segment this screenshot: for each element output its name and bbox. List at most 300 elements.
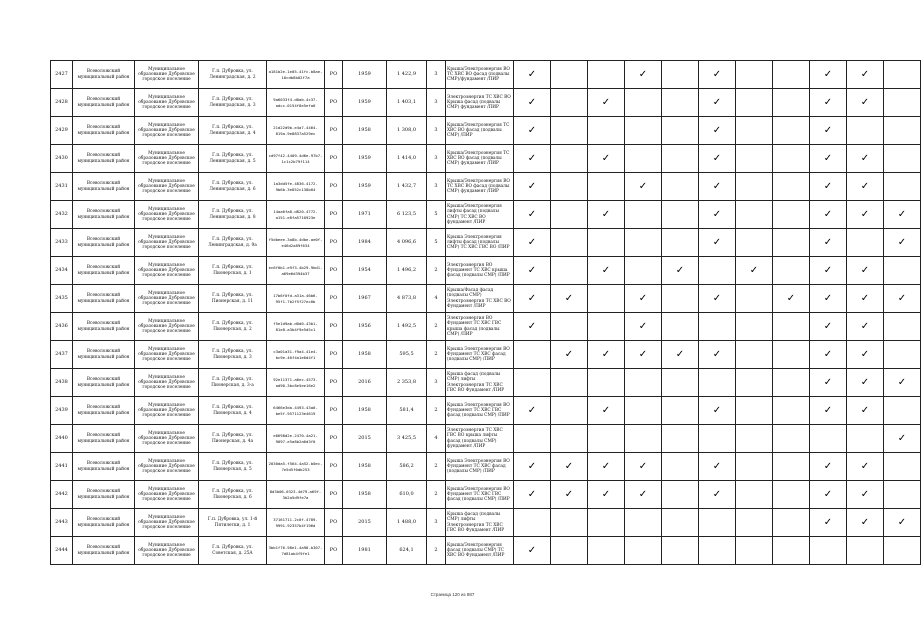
check-cell <box>662 229 699 257</box>
checkmark-icon: ✓ <box>527 544 537 556</box>
check-cell <box>847 61 884 89</box>
checkmark-icon: ✓ <box>823 236 833 248</box>
district-cell: Всеволожский муниципальный район <box>73 285 135 313</box>
year-cell: 2015 <box>343 509 387 537</box>
checkmark-icon: ✓ <box>860 376 870 388</box>
form-cell: РО <box>325 369 343 397</box>
checkmark-icon: ✓ <box>823 376 833 388</box>
district-cell: Всеволожский муниципальный район <box>73 61 135 89</box>
check-cell <box>625 509 662 537</box>
table-row <box>51 257 921 285</box>
guid-cell: cd97f42-4409-4d6e-97b7-1c1c2b79f114 <box>267 145 325 173</box>
floors-cell: 4 <box>427 285 446 313</box>
works-cell: Крыша/Электроэнергия ТС ХВС ВО фасад (подвалы СМР) /ПИР <box>446 117 514 145</box>
check-cell <box>588 145 625 173</box>
page-footer: Страница 120 из 887 <box>430 592 475 597</box>
works-cell: Электроэнергия ТС ХВС ВО Крыша фасад (подвалы СМР) фундамент /ПИР <box>446 89 514 117</box>
row-number: 2430 <box>51 145 73 173</box>
district-cell: Всеволожский муниципальный район <box>73 425 135 453</box>
checkmark-icon: ✓ <box>712 348 722 360</box>
check-cell <box>736 89 773 117</box>
check-cell <box>699 173 736 201</box>
check-cell <box>514 173 551 201</box>
form-cell: РО <box>325 397 343 425</box>
check-cell <box>810 537 847 565</box>
address-cell: Г.п. Дубровка, ул. Ленинградская, д. 9а <box>199 229 267 257</box>
form-cell: РО <box>325 89 343 117</box>
check-cell <box>884 145 921 173</box>
check-cell <box>773 397 810 425</box>
checkmark-icon: ✓ <box>860 404 870 416</box>
table-row <box>51 173 921 201</box>
checkmark-icon: ✓ <box>564 460 574 472</box>
check-cell <box>662 89 699 117</box>
check-cell <box>736 341 773 369</box>
checkmark-icon: ✓ <box>860 180 870 192</box>
check-cell <box>551 341 588 369</box>
floors-cell: 2 <box>427 397 446 425</box>
checkmark-icon: ✓ <box>897 516 907 528</box>
checkmark-icon: ✓ <box>638 348 648 360</box>
guid-cell: 3bb1f76-98e1-4a98-b307-7d81ab4f9fe1 <box>267 537 325 565</box>
works-cell: Крыша/Электроэнергия ТС ХВС ВО фасад (подвалы СМР) фундамент /ПИР <box>446 145 514 173</box>
checkmark-icon: ✓ <box>675 264 685 276</box>
guid-cell: 6466e3da-4493-43a0-be5f-9571123e4619 <box>267 397 325 425</box>
floors-cell: 3 <box>427 117 446 145</box>
checkmark-icon: ✓ <box>823 124 833 136</box>
year-cell: 1959 <box>343 145 387 173</box>
guid-cell: 14aa6fa8-d820-4772-a151-e8fa5710923e <box>267 201 325 229</box>
district-cell: Всеволожский муниципальный район <box>73 369 135 397</box>
checkmark-icon: ✓ <box>823 208 833 220</box>
table-row <box>51 89 921 117</box>
check-cell <box>847 425 884 453</box>
check-cell <box>736 369 773 397</box>
check-cell <box>699 369 736 397</box>
checkmark-icon: ✓ <box>601 348 611 360</box>
checkmark-icon: ✓ <box>638 292 648 304</box>
check-cell <box>884 425 921 453</box>
table-row <box>51 341 921 369</box>
address-cell: Г.п. Дубровка, ул. Ленинградская, д. 5 <box>199 145 267 173</box>
settlement-cell: Муниципальное образование Дубровское городское поселение <box>135 145 199 173</box>
check-cell <box>699 397 736 425</box>
checkmark-icon: ✓ <box>860 152 870 164</box>
checkmark-icon: ✓ <box>712 488 722 500</box>
address-cell: Г.п. Дубровка, ул. Ленинградская, д. 6 <box>199 173 267 201</box>
checkmark-icon: ✓ <box>638 68 648 80</box>
check-cell <box>847 145 884 173</box>
check-cell <box>551 229 588 257</box>
check-cell <box>736 453 773 481</box>
check-cell <box>514 89 551 117</box>
area-cell: 1 414,0 <box>387 145 427 173</box>
checkmark-icon: ✓ <box>860 68 870 80</box>
checkmark-icon: ✓ <box>712 68 722 80</box>
checkmark-icon: ✓ <box>823 292 833 304</box>
form-cell: РО <box>325 61 343 89</box>
guid-cell: 9a6033f4-d0ab-4c37-adcc-0154f8e5efa0 <box>267 89 325 117</box>
guid-cell: c3a01a31-f9a4-41e4-bc9e-40f4a1e6d4f1 <box>267 341 325 369</box>
check-cell <box>588 173 625 201</box>
checkmark-icon: ✓ <box>527 488 537 500</box>
settlement-cell: Муниципальное образование Дубровское городское поселение <box>135 341 199 369</box>
check-cell <box>884 453 921 481</box>
check-cell <box>514 145 551 173</box>
check-cell <box>625 453 662 481</box>
check-cell <box>551 453 588 481</box>
row-number: 2439 <box>51 397 73 425</box>
check-cell <box>736 257 773 285</box>
row-number: 2438 <box>51 369 73 397</box>
check-cell <box>588 257 625 285</box>
check-cell <box>551 201 588 229</box>
form-cell: РО <box>325 509 343 537</box>
check-cell <box>551 397 588 425</box>
checkmark-icon: ✓ <box>823 68 833 80</box>
check-cell <box>736 145 773 173</box>
year-cell: 1958 <box>343 397 387 425</box>
check-cell <box>551 117 588 145</box>
checkmark-icon: ✓ <box>749 264 759 276</box>
floors-cell: 2 <box>427 257 446 285</box>
address-cell: Г.п. Дубровка, ул. Пионерская, д. 4 <box>199 397 267 425</box>
check-cell <box>662 61 699 89</box>
table-row <box>51 509 921 537</box>
check-cell <box>773 145 810 173</box>
check-cell <box>551 285 588 313</box>
floors-cell: 2 <box>427 313 446 341</box>
check-cell <box>884 481 921 509</box>
check-cell <box>588 369 625 397</box>
check-cell <box>699 453 736 481</box>
check-cell <box>810 285 847 313</box>
year-cell: 1958 <box>343 341 387 369</box>
works-cell: Крыша/Электроэнергия ВО Фундамент ТС ХВС ГВС фасад (подвалы СМР) /ПИР <box>446 481 514 509</box>
year-cell: 2015 <box>343 425 387 453</box>
row-number: 2429 <box>51 117 73 145</box>
checkmark-icon: ✓ <box>712 292 722 304</box>
check-cell <box>514 285 551 313</box>
works-cell: Крыша Электроэнергия ВО Фундамент ТС ХВС фасад (подвалы СМР) /ПИР <box>446 453 514 481</box>
checkmark-icon: ✓ <box>601 404 611 416</box>
check-cell <box>588 453 625 481</box>
settlement-cell: Муниципальное образование Дубровское городское поселение <box>135 201 199 229</box>
check-cell <box>736 537 773 565</box>
row-number: 2444 <box>51 537 73 565</box>
row-number: 2434 <box>51 257 73 285</box>
district-cell: Всеволожский муниципальный район <box>73 341 135 369</box>
check-cell <box>514 341 551 369</box>
check-cell <box>810 201 847 229</box>
check-cell <box>625 285 662 313</box>
checkmark-icon: ✓ <box>860 516 870 528</box>
year-cell: 1956 <box>343 313 387 341</box>
area-cell: 1 403,1 <box>387 89 427 117</box>
check-cell <box>810 453 847 481</box>
check-cell <box>847 117 884 145</box>
form-cell: РО <box>325 453 343 481</box>
checkmark-icon: ✓ <box>823 96 833 108</box>
floors-cell: 2 <box>427 453 446 481</box>
form-cell: РО <box>325 201 343 229</box>
check-cell <box>514 481 551 509</box>
form-cell: РО <box>325 481 343 509</box>
checkmark-icon: ✓ <box>527 320 537 332</box>
year-cell: 1959 <box>343 173 387 201</box>
floors-cell: 2 <box>427 537 446 565</box>
checkmark-icon: ✓ <box>823 404 833 416</box>
form-cell: РО <box>325 145 343 173</box>
check-cell <box>662 481 699 509</box>
check-cell <box>588 117 625 145</box>
check-cell <box>884 537 921 565</box>
check-cell <box>662 313 699 341</box>
check-cell <box>847 509 884 537</box>
works-cell: Электроэнергия ВО Фундамент ТС ХВС крыша фасад (подвалы СМР) /ПИР <box>446 257 514 285</box>
table-body <box>51 61 921 565</box>
guid-cell: 1a3dd5fe-4836-4172-9b6b-3e852c138b04 <box>267 173 325 201</box>
checkmark-icon: ✓ <box>601 264 611 276</box>
checkmark-icon: ✓ <box>527 208 537 220</box>
checkmark-icon: ✓ <box>527 292 537 304</box>
check-cell <box>588 313 625 341</box>
check-cell <box>699 201 736 229</box>
check-cell <box>773 369 810 397</box>
checkmark-icon: ✓ <box>564 292 574 304</box>
table-row <box>51 145 921 173</box>
check-cell <box>514 453 551 481</box>
row-number: 2433 <box>51 229 73 257</box>
floors-cell: 3 <box>427 61 446 89</box>
address-cell: Г.п. Дубровка, ул. Пионерская, д. 5 <box>199 453 267 481</box>
check-cell <box>773 117 810 145</box>
works-cell: Электроэнергия ВО Фундамент ТС ХВС ГВС крыша фасад (подвалы СМР) /ПИР <box>446 313 514 341</box>
check-cell <box>699 285 736 313</box>
district-cell: Всеволожский муниципальный район <box>73 117 135 145</box>
row-number: 2437 <box>51 341 73 369</box>
row-number: 2427 <box>51 61 73 89</box>
check-cell <box>662 397 699 425</box>
check-cell <box>773 173 810 201</box>
year-cell: 1958 <box>343 481 387 509</box>
check-cell <box>588 285 625 313</box>
checkmark-icon: ✓ <box>860 488 870 500</box>
settlement-cell: Муниципальное образование Дубровское городское поселение <box>135 481 199 509</box>
check-cell <box>662 201 699 229</box>
checkmark-icon: ✓ <box>601 96 611 108</box>
check-cell <box>514 369 551 397</box>
checkmark-icon: ✓ <box>897 376 907 388</box>
check-cell <box>662 537 699 565</box>
check-cell <box>588 201 625 229</box>
check-cell <box>514 509 551 537</box>
guid-cell: 92e11371-a6ec-4573-ad90-3bc8e5ee16e2 <box>267 369 325 397</box>
check-cell <box>847 453 884 481</box>
check-cell <box>699 89 736 117</box>
district-cell: Всеволожский муниципальный район <box>73 481 135 509</box>
check-cell <box>588 537 625 565</box>
table-row <box>51 313 921 341</box>
checkmark-icon: ✓ <box>675 348 685 360</box>
floors-cell: 3 <box>427 369 446 397</box>
check-cell <box>514 397 551 425</box>
district-cell: Всеволожский муниципальный район <box>73 537 135 565</box>
area-cell: 595,5 <box>387 341 427 369</box>
area-cell: 6 123,5 <box>387 201 427 229</box>
form-cell: РО <box>325 117 343 145</box>
table-row <box>51 285 921 313</box>
checkmark-icon: ✓ <box>527 124 537 136</box>
check-cell <box>551 537 588 565</box>
area-cell: 4 873,8 <box>387 285 427 313</box>
check-cell <box>847 397 884 425</box>
check-cell <box>884 509 921 537</box>
settlement-cell: Муниципальное образование Дубровское городское поселение <box>135 453 199 481</box>
checkmark-icon: ✓ <box>860 208 870 220</box>
checkmark-icon: ✓ <box>712 236 722 248</box>
checkmark-icon: ✓ <box>823 460 833 472</box>
check-cell <box>699 481 736 509</box>
check-cell <box>514 537 551 565</box>
check-cell <box>662 285 699 313</box>
year-cell: 1959 <box>343 61 387 89</box>
check-cell <box>736 117 773 145</box>
check-cell <box>810 229 847 257</box>
area-cell: 586,2 <box>387 453 427 481</box>
check-cell <box>884 257 921 285</box>
works-cell: Крыша фасад (подвалы СМР) лифты Электроэнергия ТС ХВС ГВС ВО Фундамент /ПИР <box>446 509 514 537</box>
settlement-cell: Муниципальное образование Дубровское городское поселение <box>135 369 199 397</box>
guid-cell: ec6f0b1-e9f3-4b29-9bd1-a69e6d394b37 <box>267 257 325 285</box>
check-cell <box>847 89 884 117</box>
check-cell <box>847 173 884 201</box>
address-cell: Г.п. Дубровка, ул. Пионерская, д. 3-а <box>199 369 267 397</box>
floors-cell: 5 <box>427 201 446 229</box>
check-cell <box>551 145 588 173</box>
checkmark-icon: ✓ <box>712 460 722 472</box>
address-cell: Г.п. Дубровка, ул. Пионерская, д. 11 <box>199 285 267 313</box>
table-row <box>51 425 921 453</box>
check-cell <box>847 341 884 369</box>
check-cell <box>773 509 810 537</box>
works-cell: Крыша/Фасад фасад (подвалы СМР) Электроэнергия ТС ХВС ВО Фундамент /ПИР <box>446 285 514 313</box>
settlement-cell: Муниципальное образование Дубровское городское поселение <box>135 425 199 453</box>
checkmark-icon: ✓ <box>638 488 648 500</box>
check-cell <box>847 481 884 509</box>
checkmark-icon: ✓ <box>860 264 870 276</box>
table-row <box>51 369 921 397</box>
check-cell <box>884 173 921 201</box>
year-cell: 1967 <box>343 285 387 313</box>
checkmark-icon: ✓ <box>712 404 722 416</box>
area-cell: 2 353,8 <box>387 369 427 397</box>
district-cell: Всеволожский муниципальный район <box>73 257 135 285</box>
district-cell: Всеволожский муниципальный район <box>73 173 135 201</box>
guid-cell: 8d3b06-0323-4d79-a69f-3b2a5d9fe7a <box>267 481 325 509</box>
check-cell <box>736 61 773 89</box>
check-cell <box>588 425 625 453</box>
checkmark-icon: ✓ <box>823 348 833 360</box>
works-cell: Крыша Электроэнергия ВО Фундамент ТС ХВС ГВС фасад (подвалы СМР) /ПИР <box>446 397 514 425</box>
checkmark-icon: ✓ <box>823 516 833 528</box>
table-row <box>51 537 921 565</box>
check-cell <box>662 173 699 201</box>
check-cell <box>736 481 773 509</box>
check-cell <box>551 509 588 537</box>
works-cell: Крыша Электроэнергия ВО Фундамент ТС ХВС фасад (подвалы СМР) /ПИР <box>446 341 514 369</box>
form-cell: РО <box>325 173 343 201</box>
check-cell <box>847 201 884 229</box>
form-cell: РО <box>325 257 343 285</box>
check-cell <box>736 201 773 229</box>
check-cell <box>551 481 588 509</box>
check-cell <box>625 257 662 285</box>
check-cell <box>625 229 662 257</box>
checkmark-icon: ✓ <box>527 180 537 192</box>
check-cell <box>662 341 699 369</box>
settlement-cell: Муниципальное образование Дубровское городское поселение <box>135 89 199 117</box>
form-cell: РО <box>325 313 343 341</box>
area-cell: 610,0 <box>387 481 427 509</box>
check-cell <box>625 89 662 117</box>
check-cell <box>551 425 588 453</box>
row-number: 2436 <box>51 313 73 341</box>
works-cell: Крыша Электроэнергия лифты фасад (подвалы СМР) ТС ХВС ГВС ВО /ПИР <box>446 229 514 257</box>
check-cell <box>699 145 736 173</box>
district-cell: Всеволожский муниципальный район <box>73 453 135 481</box>
check-cell <box>514 61 551 89</box>
check-cell <box>699 425 736 453</box>
year-cell: 1958 <box>343 117 387 145</box>
check-cell <box>810 425 847 453</box>
check-cell <box>810 313 847 341</box>
settlement-cell: Муниципальное образование Дубровское городское поселение <box>135 257 199 285</box>
district-cell: Всеволожский муниципальный район <box>73 145 135 173</box>
floors-cell: 5 <box>427 229 446 257</box>
area-cell: 1 492,5 <box>387 313 427 341</box>
check-cell <box>884 117 921 145</box>
settlement-cell: Муниципальное образование Дубровское городское поселение <box>135 313 199 341</box>
district-cell: Всеволожский муниципальный район <box>73 229 135 257</box>
area-cell: 4 096,6 <box>387 229 427 257</box>
area-cell: 624,1 <box>387 537 427 565</box>
table-row <box>51 397 921 425</box>
check-cell <box>551 369 588 397</box>
check-cell <box>699 537 736 565</box>
guid-cell: 37161711-2c0f-4789-9991-92357b4f196d <box>267 509 325 537</box>
settlement-cell: Муниципальное образование Дубровское городское поселение <box>135 229 199 257</box>
check-cell <box>625 481 662 509</box>
address-cell: Г.п. Дубровка, ул. Ленинградская, д. 2 <box>199 61 267 89</box>
guid-cell: 2030da5-f564-4a52-b0ec-7e5d5f0db253 <box>267 453 325 481</box>
area-cell: 1 308,0 <box>387 117 427 145</box>
floors-cell: 3 <box>427 89 446 117</box>
checkmark-icon: ✓ <box>860 348 870 360</box>
checkmark-icon: ✓ <box>601 460 611 472</box>
check-cell <box>810 369 847 397</box>
address-cell: Г.п. Дубровка, ул. Пионерская, д. 4а <box>199 425 267 453</box>
check-cell <box>773 425 810 453</box>
table-row <box>51 61 921 89</box>
check-cell <box>662 453 699 481</box>
works-cell: Крыша/Электроэнергия ВО ТС ХВС ВО фасад (подвалы СМР)/фундамент /ПИР <box>446 61 514 89</box>
row-number: 2440 <box>51 425 73 453</box>
check-cell <box>810 173 847 201</box>
checkmark-icon: ✓ <box>712 124 722 136</box>
check-cell <box>773 537 810 565</box>
check-cell <box>810 341 847 369</box>
